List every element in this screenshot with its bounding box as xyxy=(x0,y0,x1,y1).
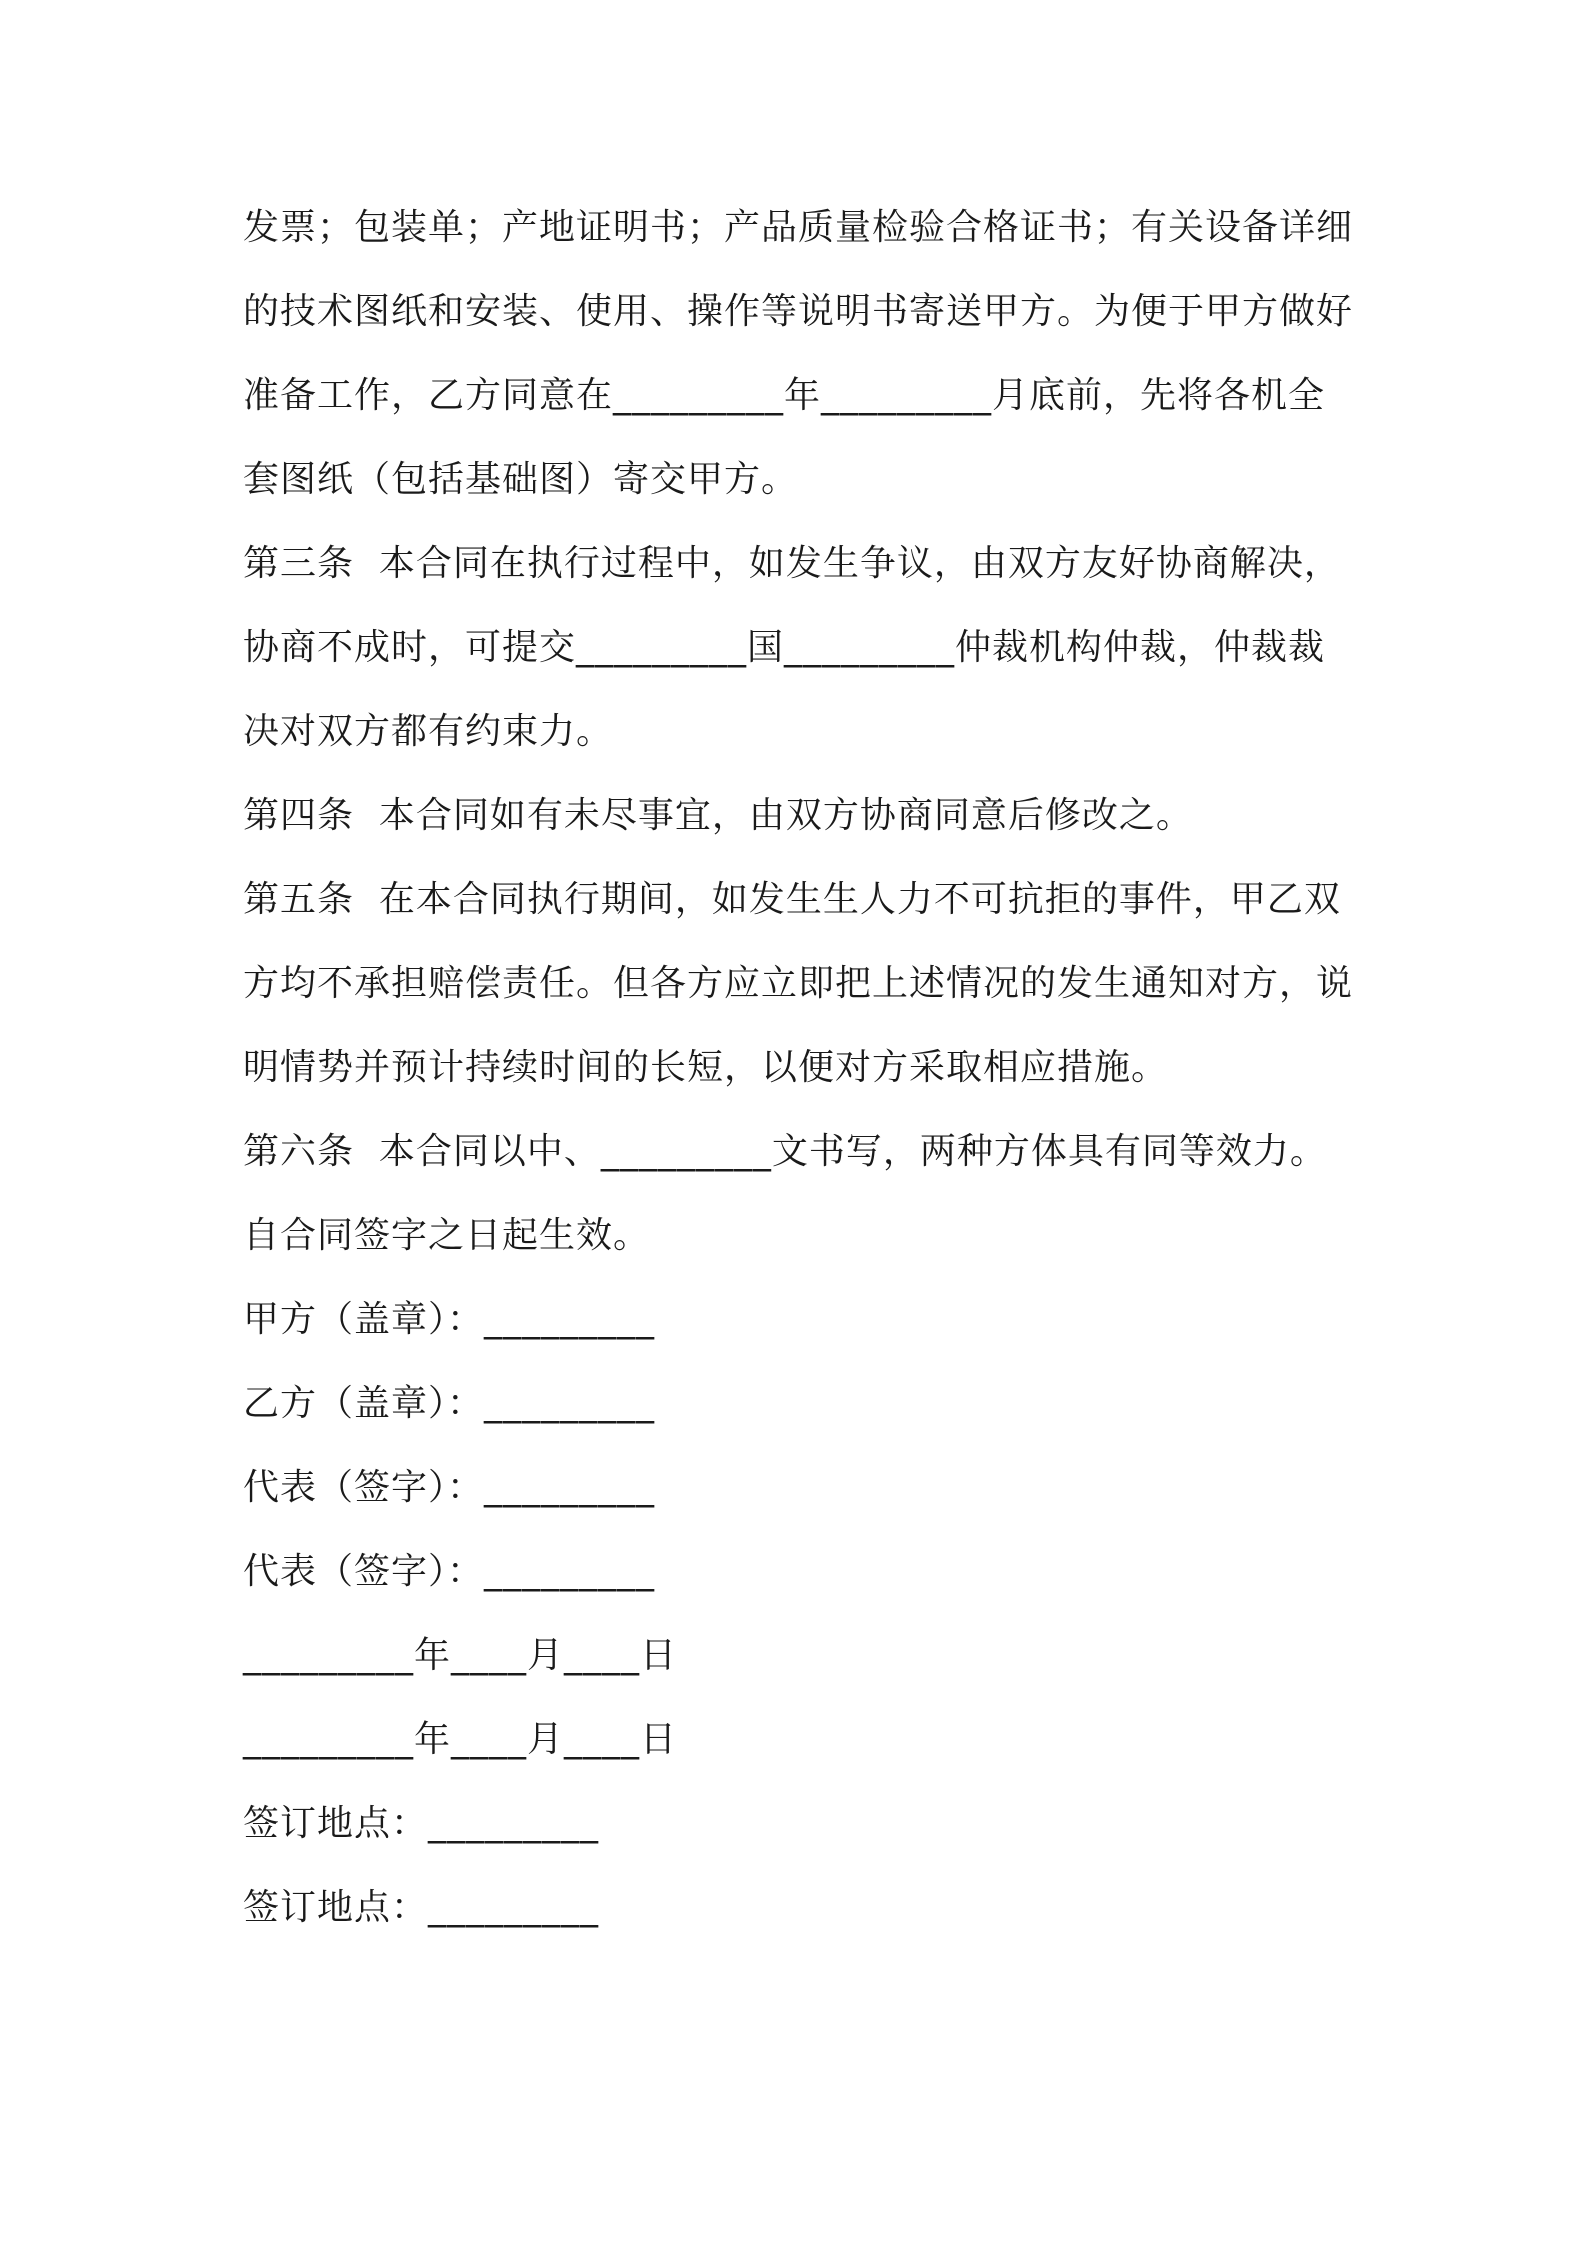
body-line: 发票；包装单；产地证明书；产品质量检验合格证书；有关设备详细 xyxy=(243,207,1354,248)
representative-signature-field: 代表（签字）：_________ xyxy=(243,1467,656,1508)
article-five-line: 第五条 在本合同执行期间，如发生生人力不可抗拒的事件，甲乙双 xyxy=(243,879,1341,920)
body-line: 协商不成时，可提交_________国_________仲裁机构仲裁，仲裁裁 xyxy=(243,627,1326,668)
representative-signature-field: 代表（签字）：_________ xyxy=(243,1551,656,1592)
body-line: 明情势并预计持续时间的长短，以便对方采取相应措施。 xyxy=(243,1047,1169,1088)
party-a-seal-field: 甲方（盖章）：_________ xyxy=(243,1299,656,1340)
body-line: 决对双方都有约束力。 xyxy=(243,711,614,752)
body-line: 准备工作，乙方同意在_________年_________月底前，先将各机全 xyxy=(243,375,1326,416)
body-line: 的技术图纸和安装、使用、操作等说明书寄送甲方。为便于甲方做好 xyxy=(243,291,1354,332)
body-line: 套图纸（包括基础图）寄交甲方。 xyxy=(243,459,799,500)
article-four-line: 第四条 本合同如有未尽事宜，由双方协商同意后修改之。 xyxy=(243,795,1193,836)
body-line: 方均不承担赔偿责任。但各方应立即把上述情况的发生通知对方，说 xyxy=(243,963,1354,1004)
contract-body xyxy=(243,198,1363,1962)
body-line: 自合同签字之日起生效。 xyxy=(243,1215,651,1256)
article-six-line: 第六条 本合同以中、_________文书写，两种方体具有同等效力。 xyxy=(243,1131,1327,1172)
signing-place-field: 签订地点：_________ xyxy=(243,1887,600,1928)
date-field: _________年____月____日 xyxy=(243,1635,677,1676)
article-three-line: 第三条 本合同在执行过程中，如发生争议，由双方友好协商解决， xyxy=(243,543,1341,584)
party-b-seal-field: 乙方（盖章）：_________ xyxy=(243,1383,656,1424)
signing-place-field: 签订地点：_________ xyxy=(243,1803,600,1844)
date-field: _________年____月____日 xyxy=(243,1719,677,1760)
